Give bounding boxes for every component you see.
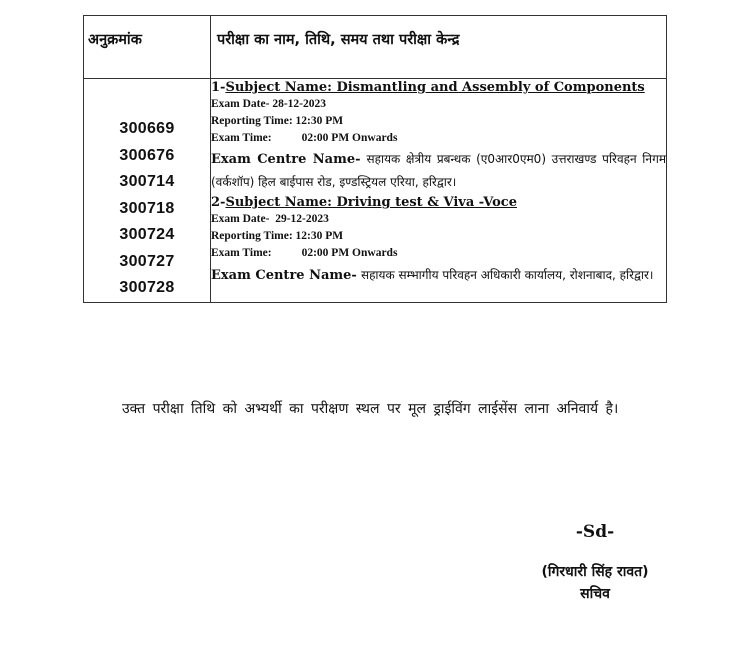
exam-centre-label: Exam Centre Name-	[211, 152, 361, 168]
roll-number: 300676	[119, 146, 175, 164]
reporting-time: Reporting Time: 12:30 PM	[211, 114, 344, 127]
exam-time-value: 02:00 PM Onwards	[301, 246, 398, 259]
exam-details-cell	[211, 79, 667, 303]
signatory-name: (गिरधारी सिंह रावत)	[541, 564, 649, 580]
roll-number: 300718	[119, 199, 175, 217]
exam-centre	[211, 148, 666, 194]
subject-name: Subject Name: Dismantling and Assembly of Components	[225, 80, 645, 95]
exam-centre-label: Exam Centre Name-	[211, 267, 357, 283]
roll-number-header: अनुक्रमांक	[88, 32, 142, 48]
roll-number-list	[84, 79, 210, 302]
roll-number: 300724	[119, 226, 175, 243]
exam-time	[211, 245, 666, 262]
instruction-note: उक्त परीक्षा तिथि को अभ्यर्थी का परीक्षण स्थल पर मूल ड्राईविंग लाईसेंस लाना अनिवार्य है।	[122, 401, 619, 417]
exam-time-value: 02:00 PM Onwards	[301, 131, 398, 144]
signed-mark: -Sd-	[575, 522, 615, 542]
exam-schedule-table	[83, 15, 667, 303]
exam-centre-value: सहायक सम्भागीय परिवहन अधिकारी कार्यालय, रोशनाबाद, हरिद्वार।	[360, 267, 654, 282]
signatory-designation: सचिव	[580, 586, 610, 602]
roll-number: 300669	[119, 120, 175, 137]
exam-time	[211, 130, 666, 147]
subject-title	[211, 79, 666, 96]
exam-time-label: Exam Time:	[211, 131, 272, 144]
exam-time-label: Exam Time:	[211, 246, 272, 259]
subject-number: 1-	[211, 80, 226, 95]
subject-name: Subject Name: Driving test & Viva -Voce	[225, 195, 517, 211]
table-body-row	[84, 79, 667, 303]
roll-number-cell	[84, 79, 211, 303]
header-cell-details	[211, 16, 667, 79]
signature-block	[520, 520, 670, 605]
exam-details-header: परीक्षा का नाम, तिथि, समय तथा परीक्षा केन्द्र	[217, 32, 460, 48]
roll-number: 300728	[119, 279, 175, 296]
exam-date: Exam Date- 29-12-2023	[211, 213, 329, 226]
exam-centre-value: सहायक क्षेत्रीय प्रबन्धक (ए0आर0एम0) उत्तराखण्ड परिवहन निगम (वर्कशॉप) हिल बाईपास रोड, इण्डस्ट्रियल एरिया, हरिद्वार।	[211, 152, 667, 190]
table-header-row	[84, 16, 667, 79]
reporting-time: Reporting Time: 12:30 PM	[211, 230, 344, 243]
exam-centre	[211, 264, 666, 287]
roll-number: 300727	[119, 252, 175, 270]
subject-number: 2-	[211, 195, 226, 211]
subject-title	[211, 194, 666, 211]
header-cell-roll	[84, 16, 211, 79]
exam-date: Exam Date- 28-12-2023	[211, 98, 326, 110]
subject-block-2	[211, 194, 666, 286]
subject-block-1	[211, 79, 666, 194]
roll-number: 300714	[119, 173, 175, 190]
